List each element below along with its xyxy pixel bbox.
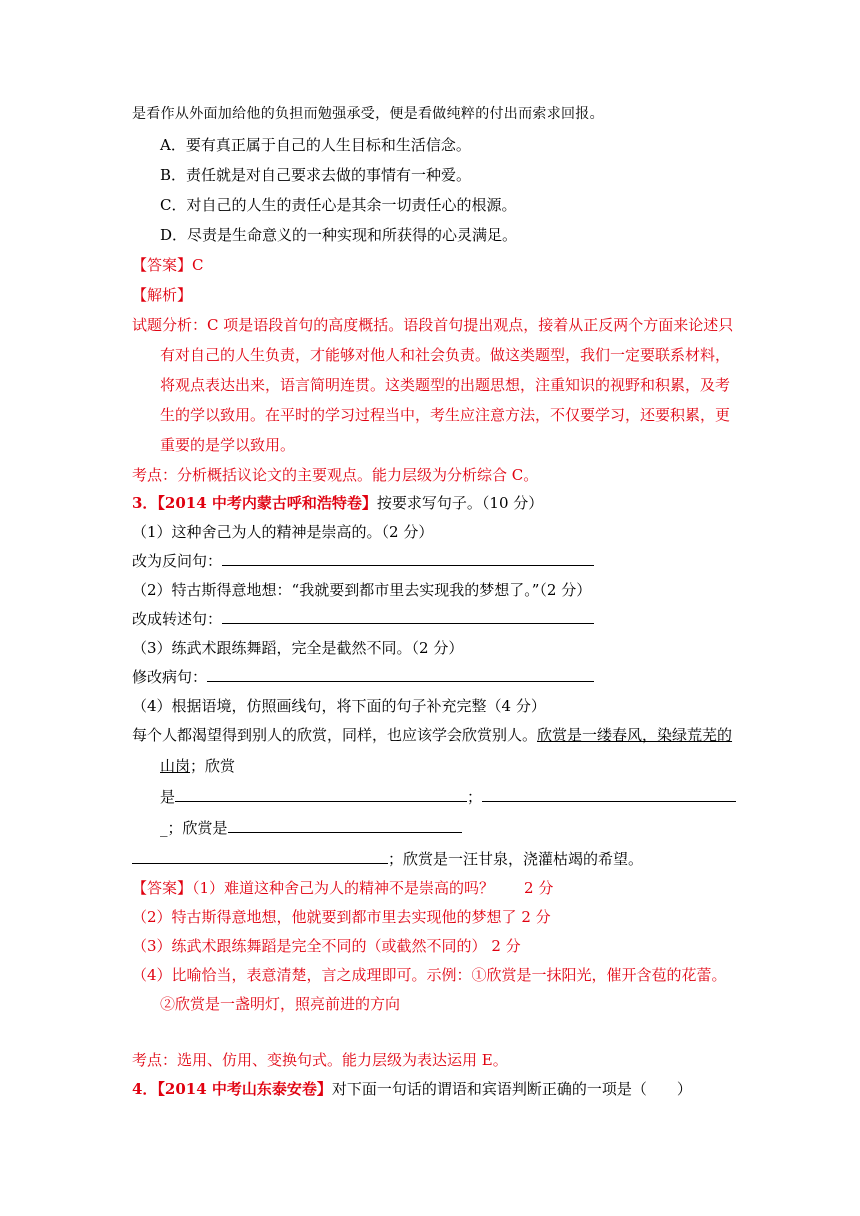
analysis-text: 将观点表达出来，语言简明连贯。这类题型的出题思想，注重知识的视野和积累，及考	[160, 376, 731, 394]
analysis-text: 试题分析：C 项是语段首句的高度概括。语段首句提出观点，接着从正反两个方面来论述只	[132, 316, 734, 334]
question-prompt: 对下面一句话的谓语和宾语判断正确的一项是（ ）	[331, 1080, 692, 1098]
context-sentence	[132, 725, 732, 745]
fill-blank[interactable]	[482, 787, 736, 802]
fill-line-1	[160, 787, 736, 807]
underlined-sentence: 山岗	[160, 757, 191, 775]
question-source: 3．【2014 中考内蒙古呼和浩特卷】	[132, 494, 377, 512]
question-source: 4．【2014 中考山东泰安卷】	[132, 1080, 332, 1098]
knowledge-point: 考点：选用、仿用、变换句式。能力层级为表达运用 E。	[132, 1051, 508, 1069]
analysis-text: 有对自己的人生负责，才能够对他人和社会负责。做这类题型，我们一定要联系材料，	[160, 346, 731, 364]
analysis-text: 重要的是学以致用。	[160, 436, 296, 454]
answer-line-label: 改成转述句：	[132, 610, 223, 628]
answer-line-2	[132, 609, 594, 629]
context-text: ；欣赏	[190, 757, 236, 775]
answer-label: 【答案】C	[132, 256, 204, 274]
answer-line-label: 改为反问句：	[132, 552, 223, 570]
fill-text: ；欣赏是一汪甘泉，浇灌枯竭的希望。	[388, 850, 644, 868]
answer-3: （3）练武术跟练舞蹈是完全不同的（或截然不同的） 2 分	[132, 937, 521, 955]
answer-line-3	[132, 667, 594, 687]
analysis-label: 【解析】	[132, 286, 193, 304]
sub-question-2: （2）特古斯得意地想：“我就要到都市里去实现我的梦想了。”（2 分）	[132, 581, 592, 599]
option-d: D．尽责是生命意义的一种实现和所获得的心灵满足。	[160, 226, 518, 244]
answer-blank[interactable]	[222, 551, 594, 566]
fill-line-3	[132, 849, 643, 869]
option-a: A．要有真正属于自己的人生目标和生活信念。	[160, 136, 471, 154]
fill-text: _；欣赏是	[160, 819, 228, 837]
answer-line-1	[132, 551, 594, 571]
answer-4: （4）比喻恰当，表意清楚，言之成理即可。示例：①欣赏是一抹阳光，催开含苞的花蕾。	[132, 966, 727, 984]
analysis-text: 生的学以致用。在平时的学习过程当中，考生应注意方法，不仅要学习，还要积累，更	[160, 406, 731, 424]
fill-blank[interactable]	[228, 818, 462, 833]
fill-text: 是	[160, 788, 176, 806]
sub-question-3: （3）练武术跟练舞蹈，完全是截然不同。（2 分）	[132, 639, 464, 657]
context-sentence-cont	[160, 756, 235, 776]
fill-line-2	[160, 818, 462, 838]
answer-4-cont: ②欣赏是一盏明灯，照亮前进的方向	[160, 995, 401, 1013]
option-c: C．对自己的人生的责任心是其余一切责任心的根源。	[160, 196, 517, 214]
passage-tail: 是看作从外面加给他的负担而勉强承受，便是看做纯粹的付出而索求回报。	[132, 106, 604, 122]
answer-line-label: 修改病句：	[132, 668, 208, 686]
answer-2: （2）特古斯得意地想，他就要到都市里去实现他的梦想了 2 分	[132, 908, 551, 926]
sub-question-4: （4）根据语境，仿照画线句，将下面的句子补充完整（4 分）	[132, 697, 546, 715]
context-text: 每个人都渴望得到别人的欣赏，同样，也应该学会欣赏别人。	[132, 726, 538, 744]
question-3-heading	[132, 493, 543, 513]
knowledge-point: 考点：分析概括议论文的主要观点。能力层级为分析综合 C。	[132, 466, 539, 484]
underlined-sentence: 欣赏是一缕春风，染绿荒芜的	[537, 726, 733, 744]
fill-text: ；	[467, 788, 483, 806]
fill-blank[interactable]	[132, 849, 388, 864]
answer-blank[interactable]	[222, 609, 594, 624]
sub-question-1: （1）这种舍己为人的精神是崇高的。（2 分）	[132, 523, 434, 541]
answer-1: 【答案】（1）难道这种舍己为人的精神不是崇高的吗？ 2 分	[132, 879, 554, 897]
question-4-heading	[132, 1079, 692, 1099]
answer-blank[interactable]	[207, 667, 594, 682]
question-prompt: 按要求写句子。（10 分）	[376, 494, 544, 512]
fill-blank[interactable]	[175, 787, 467, 802]
option-b: B．责任就是对自己要求去做的事情有一种爱。	[160, 166, 472, 184]
